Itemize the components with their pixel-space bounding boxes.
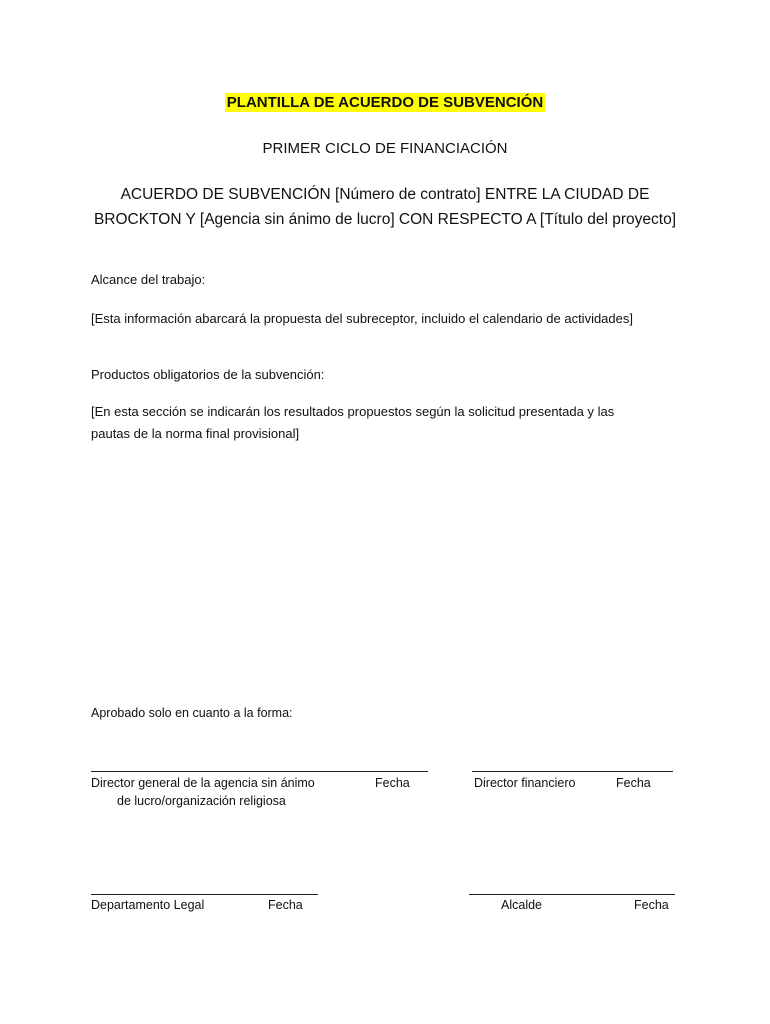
deliverables-text-line-1: [En esta sección se indicarán los resultados propuestos según la solicitud presentada y las [91, 404, 615, 419]
signature-line-cfo [472, 771, 673, 772]
director-general-label-1: Director general de la agencia sin ánimo [91, 776, 315, 790]
cfo-date-label: Fecha [616, 776, 651, 790]
approved-label: Aprobado solo en cuanto a la forma: [91, 706, 293, 720]
agreement-line-1: ACUERDO DE SUBVENCIÓN [Número de contrato] ENTRE LA CIUDAD DE [120, 186, 650, 203]
signature-line-mayor [469, 894, 675, 895]
director-general-label-2: de lucro/organización religiosa [117, 794, 286, 808]
agreement-heading [0, 182, 770, 232]
legal-label: Departamento Legal [91, 898, 205, 912]
subtitle: PRIMER CICLO DE FINANCIACIÓN [262, 140, 508, 157]
mayor-label: Alcalde [501, 898, 542, 912]
scope-text: [Esta información abarcará la propuesta del subreceptor, incluido el calendario de actividades] [91, 311, 633, 326]
title-highlight: PLANTILLA DE ACUERDO DE SUBVENCIÓN [226, 94, 544, 111]
signature-line-legal [91, 894, 318, 895]
cfo-label: Director financiero [474, 776, 576, 790]
page-title [0, 94, 770, 111]
agreement-line-2: BROCKTON Y [Agencia sin ánimo de lucro] CON RESPECTO A [Título del proyecto] [93, 211, 677, 228]
mayor-date-label: Fecha [634, 898, 669, 912]
director-general-date-label: Fecha [375, 776, 410, 790]
scope-label: Alcance del trabajo: [91, 272, 206, 287]
legal-date-label: Fecha [268, 898, 303, 912]
deliverables-text-line-2: pautas de la norma final provisional] [91, 426, 300, 441]
signature-line-director-general [91, 771, 428, 772]
deliverables-label: Productos obligatorios de la subvención: [91, 367, 325, 382]
